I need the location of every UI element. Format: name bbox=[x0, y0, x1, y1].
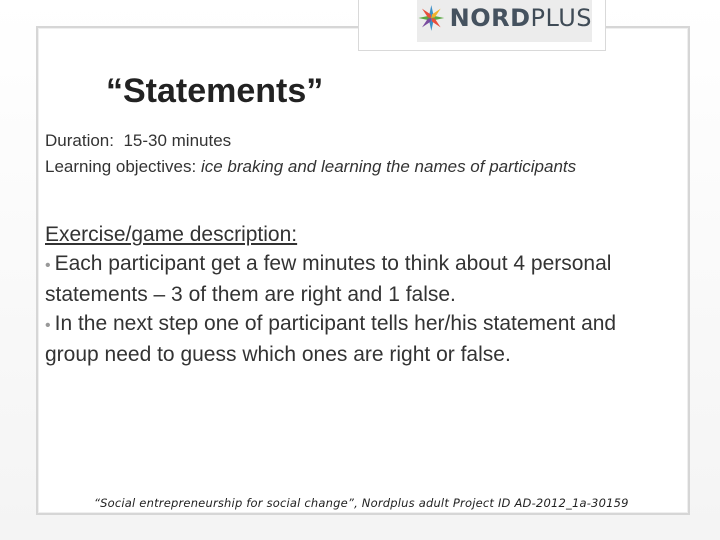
duration-value: 15-30 minutes bbox=[123, 131, 232, 150]
description-bullet: • In the next step one of participant tells her/his statement and group need to guess which ones are right or false. bbox=[45, 312, 617, 366]
duration-line bbox=[45, 128, 576, 154]
objectives-line bbox=[45, 154, 576, 180]
logo-text: NORDPLUS bbox=[449, 4, 592, 32]
logo-box bbox=[358, 0, 606, 51]
exercise-description bbox=[45, 220, 675, 369]
description-bullet: • Each participant get a few minutes to think about 4 personal statements – 3 of them are right and 1 false. bbox=[45, 252, 612, 306]
description-heading: Exercise/game description: bbox=[45, 223, 298, 246]
bullet-icon: • bbox=[45, 257, 51, 274]
project-footer: “Social entrepreneurship for social change”, Nordplus adult Project ID AD-2012_1a-30159 bbox=[94, 496, 629, 510]
bullet-icon: • bbox=[45, 317, 51, 334]
slide-title: “Statements” bbox=[106, 72, 324, 110]
nordplus-star-icon bbox=[417, 0, 446, 38]
exercise-meta bbox=[45, 128, 576, 180]
objectives-label: Learning objectives: bbox=[45, 157, 197, 176]
objectives-value: ice braking and learning the names of participants bbox=[200, 157, 577, 176]
nordplus-logo bbox=[417, 0, 592, 42]
duration-label: Duration: bbox=[45, 131, 114, 150]
